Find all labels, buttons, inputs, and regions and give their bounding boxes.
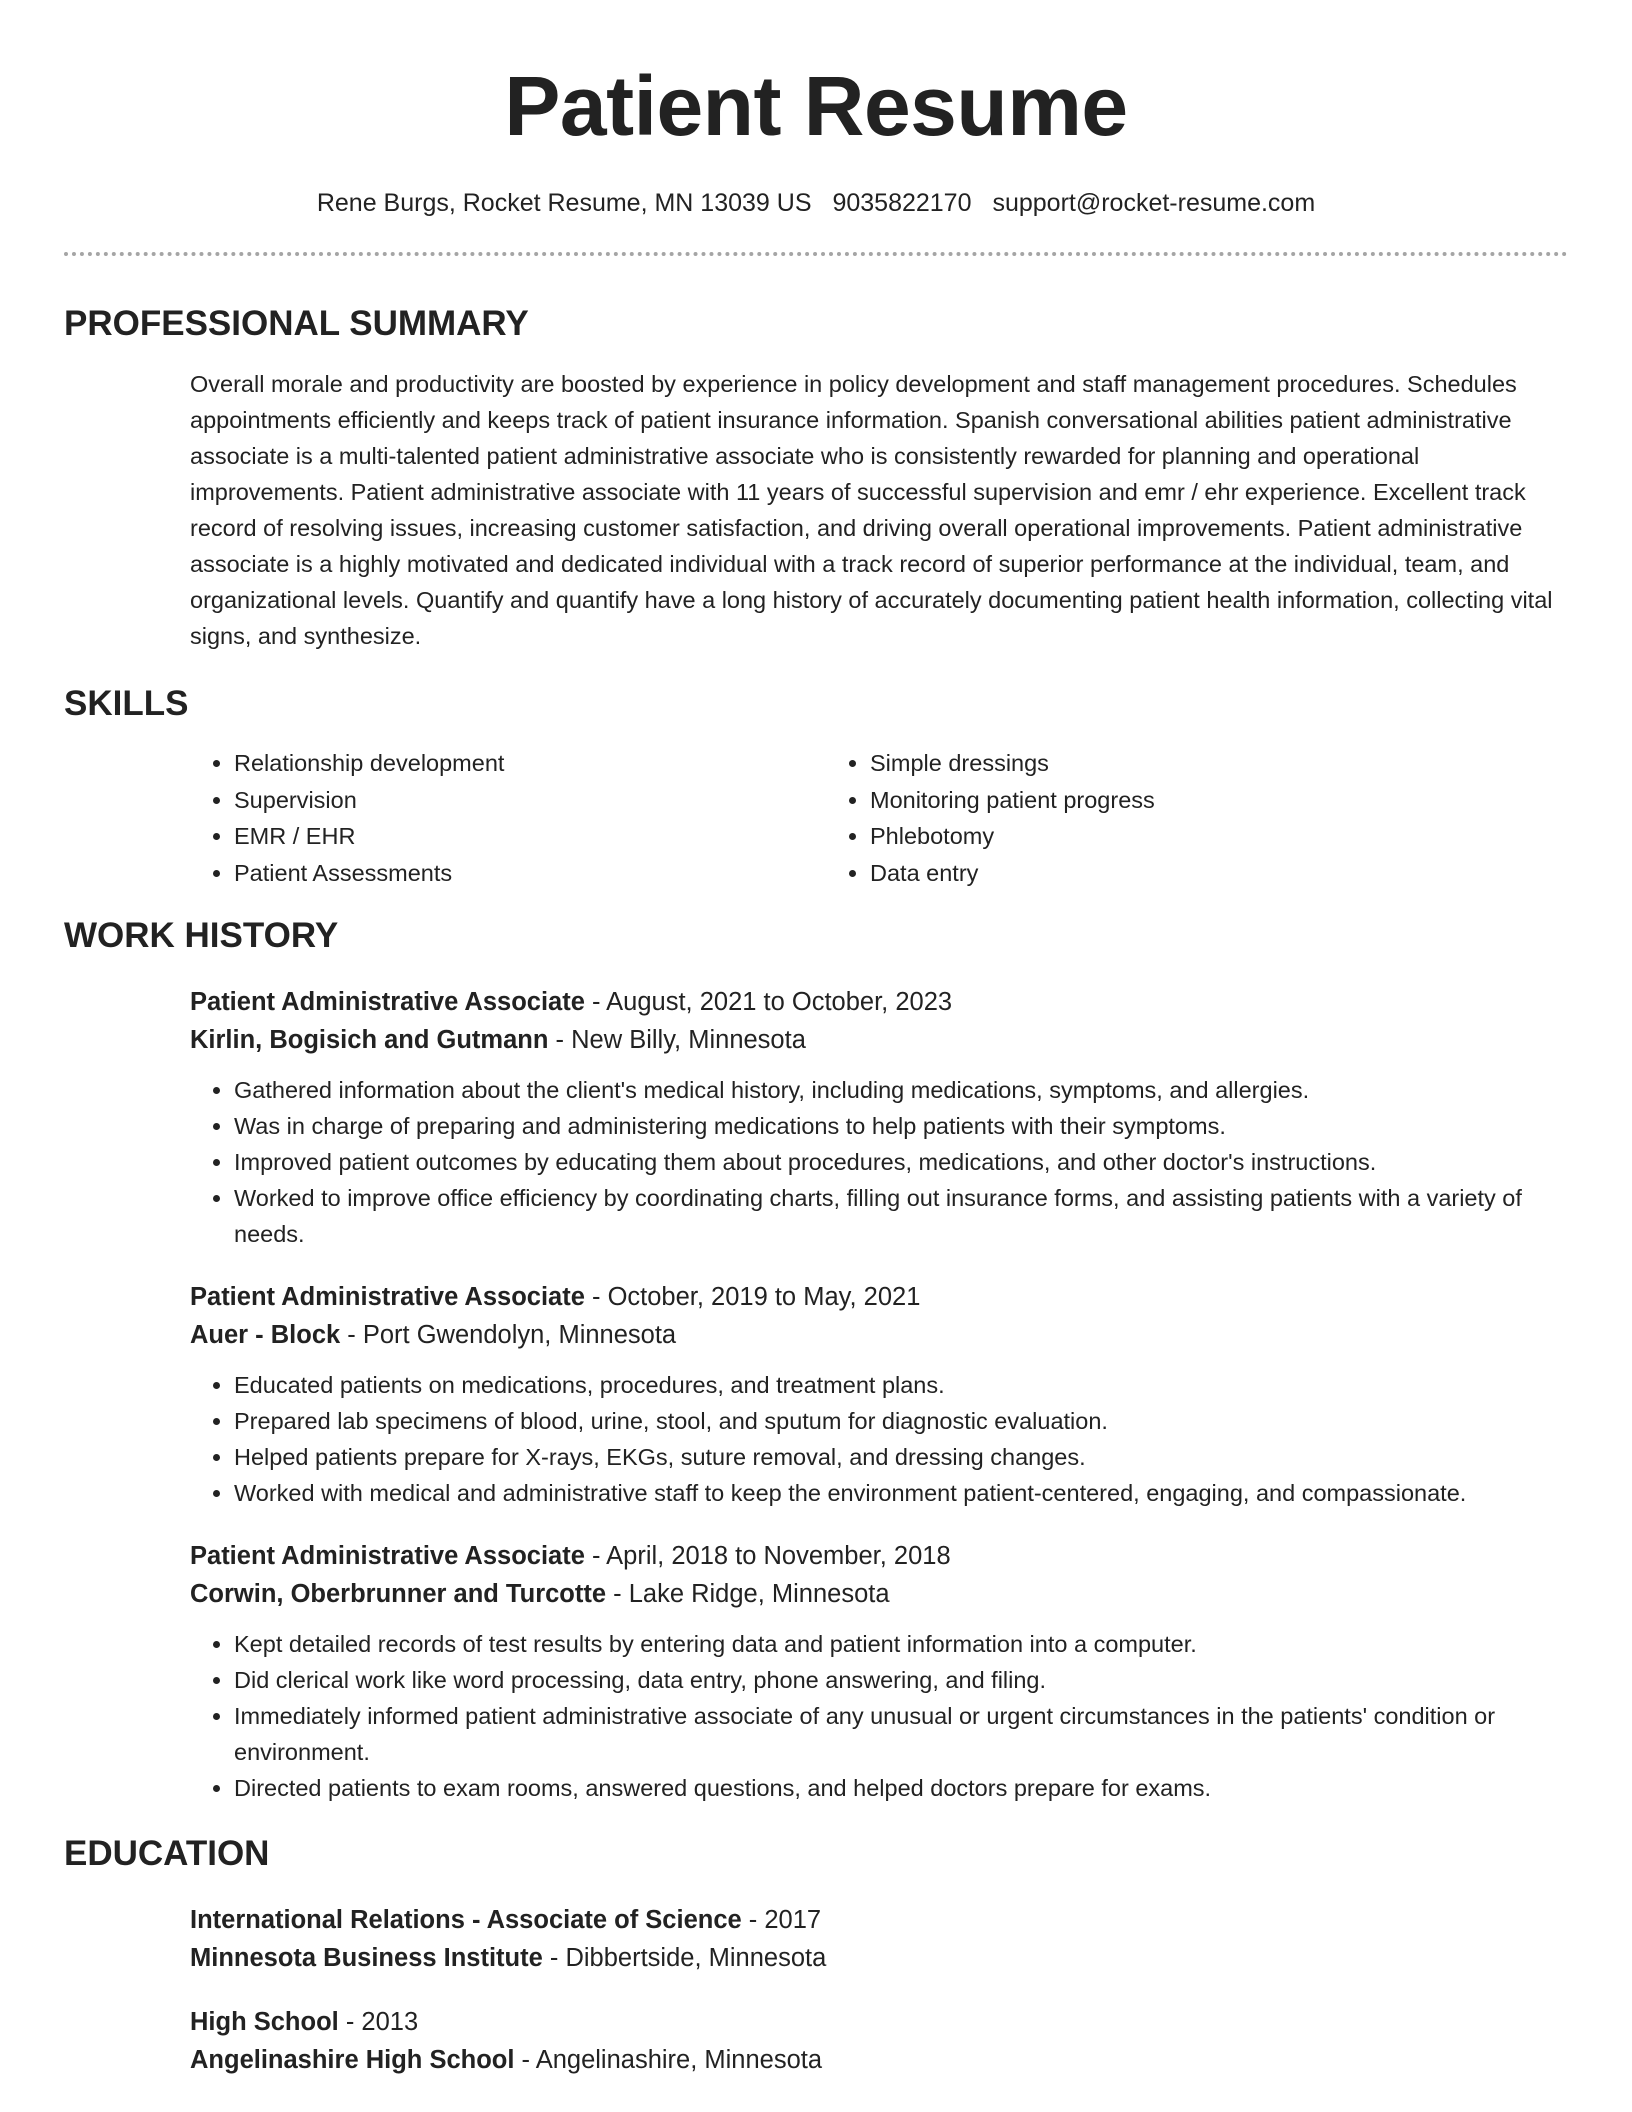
skill-item: • Monitoring patient progress (870, 782, 1155, 819)
work-history-heading: WORK HISTORY (64, 915, 339, 955)
skill-item: • Patient Assessments (234, 855, 826, 892)
job-company-line (190, 1316, 1568, 1354)
contact-address: Rene Burgs, Rocket Resume, MN 13039 US (316, 189, 812, 217)
job-bullet: • Immediately informed patient administrative associate of any unusual or urgent circumstances in the patients' condition or environment. (234, 1698, 1568, 1770)
job-bullet: • Did clerical work like word processing, data entry, phone answering, and filing. (234, 1662, 1568, 1698)
summary-section (64, 366, 1568, 654)
education-degree: High School (190, 2007, 339, 2036)
resume-title: Patient Resume (504, 59, 1128, 153)
skill-item: • Data entry (870, 855, 1155, 892)
education-year: - 2017 (741, 1905, 822, 1934)
education-location: - Dibbertside, Minnesota (542, 1943, 827, 1972)
contact-line (64, 188, 1568, 218)
education-entry (190, 1901, 1568, 1977)
job-entry (190, 1537, 1568, 1806)
job-bullets (190, 1367, 1568, 1511)
education-school: Angelinashire High School (190, 2045, 515, 2074)
job-company-line (190, 1021, 1568, 1059)
skill-item: • Phlebotomy (870, 818, 1155, 855)
skill-item: • Simple dressings (870, 745, 1155, 782)
job-entry (190, 1278, 1568, 1511)
job-bullets (190, 1072, 1568, 1252)
job-dates: - April, 2018 to November, 2018 (584, 1541, 951, 1570)
job-location: - Lake Ridge, Minnesota (606, 1579, 890, 1608)
skills-heading: SKILLS (64, 684, 189, 723)
education-school-line (190, 1939, 1568, 1977)
job-role-line (190, 1278, 1568, 1316)
education-year: - 2013 (338, 2007, 419, 2036)
job-role: Patient Administrative Associate (190, 987, 585, 1016)
education-degree-line (190, 2003, 1568, 2041)
education-entry (190, 2003, 1568, 2079)
job-role: Patient Administrative Associate (190, 1282, 585, 1311)
job-bullet: • Worked with medical and administrative staff to keep the environment patient-centered, engaging, and compassionate. (234, 1475, 1568, 1511)
job-company-line (190, 1575, 1568, 1613)
skill-item: • Supervision (234, 782, 826, 819)
summary-text: Overall morale and productivity are boosted by experience in policy development and staff management procedures. Schedules appointments efficiently and keeps track of patient insurance information. Spanish conversational abilities patient administrative associate is a multi-talented patient administrative associate who is consistently rewarded for planning and operational improvements. Patient administrative associate with 11 years of successful supervision and emr / ehr experience. Excellent track record of resolving issues, increasing customer satisfaction, and driving overall operational improvements. Patient administrative associate is a highly motivated and dedicated individual with a track record of superior performance at the individual, team, and organizational levels. Quantify and quantify have a long history of accurately documenting patient health information, collecting vital signs, and synthesize. (190, 371, 1553, 649)
job-company: Auer - Block (190, 1320, 341, 1349)
header-divider (64, 252, 1568, 256)
education-location: - Angelinashire, Minnesota (514, 2045, 823, 2074)
skills-list (64, 745, 1568, 892)
education-heading: EDUCATION (64, 1833, 270, 1873)
contact-phone: 9035822170 (832, 189, 972, 217)
job-bullet: • Kept detailed records of test results by entering data and patient information into a computer. (234, 1626, 1568, 1662)
education-school: Minnesota Business Institute (190, 1943, 543, 1972)
job-bullet: • Directed patients to exam rooms, answered questions, and helped doctors prepare for exams. (234, 1770, 1568, 1806)
skill-item: • Relationship development (234, 745, 826, 782)
job-bullets (190, 1626, 1568, 1806)
job-company: Kirlin, Bogisich and Gutmann (190, 1025, 549, 1054)
job-bullet: • Worked to improve office efficiency by coordinating charts, filling out insurance forms, and assisting patients with a variety of needs. (234, 1180, 1568, 1252)
skill-item: • EMR / EHR (234, 818, 826, 855)
job-role: Patient Administrative Associate (190, 1541, 585, 1570)
skills-column-left (190, 745, 826, 892)
job-entry (190, 983, 1568, 1252)
job-role-line (190, 983, 1568, 1021)
job-location: - New Billy, Minnesota (548, 1025, 806, 1054)
job-bullet: • Prepared lab specimens of blood, urine, stool, and sputum for diagnostic evaluation. (234, 1403, 1568, 1439)
education-school-line (190, 2041, 1568, 2079)
contact-email: support@rocket-resume.com (992, 189, 1316, 217)
job-company: Corwin, Oberbrunner and Turcotte (190, 1579, 607, 1608)
job-dates: - October, 2019 to May, 2021 (584, 1282, 921, 1311)
job-bullet: • Was in charge of preparing and administering medications to help patients with their symptoms. (234, 1108, 1568, 1144)
job-role-line (190, 1537, 1568, 1575)
summary-heading: PROFESSIONAL SUMMARY (64, 304, 529, 343)
job-bullet: • Improved patient outcomes by educating them about procedures, medications, and other doctor's instructions. (234, 1144, 1568, 1180)
education-degree: International Relations - Associate of Science (190, 1905, 742, 1934)
education-degree-line (190, 1901, 1568, 1939)
job-dates: - August, 2021 to October, 2023 (584, 987, 953, 1016)
job-location: - Port Gwendolyn, Minnesota (340, 1320, 677, 1349)
job-bullet: • Helped patients prepare for X-rays, EKGs, suture removal, and dressing changes. (234, 1439, 1568, 1475)
job-bullet: • Gathered information about the client's medical history, including medications, symptoms, and allergies. (234, 1072, 1568, 1108)
education-section (64, 1901, 1568, 2079)
work-history-section (64, 983, 1568, 1806)
job-bullet: • Educated patients on medications, procedures, and treatment plans. (234, 1367, 1568, 1403)
skills-column-right (826, 745, 1155, 892)
